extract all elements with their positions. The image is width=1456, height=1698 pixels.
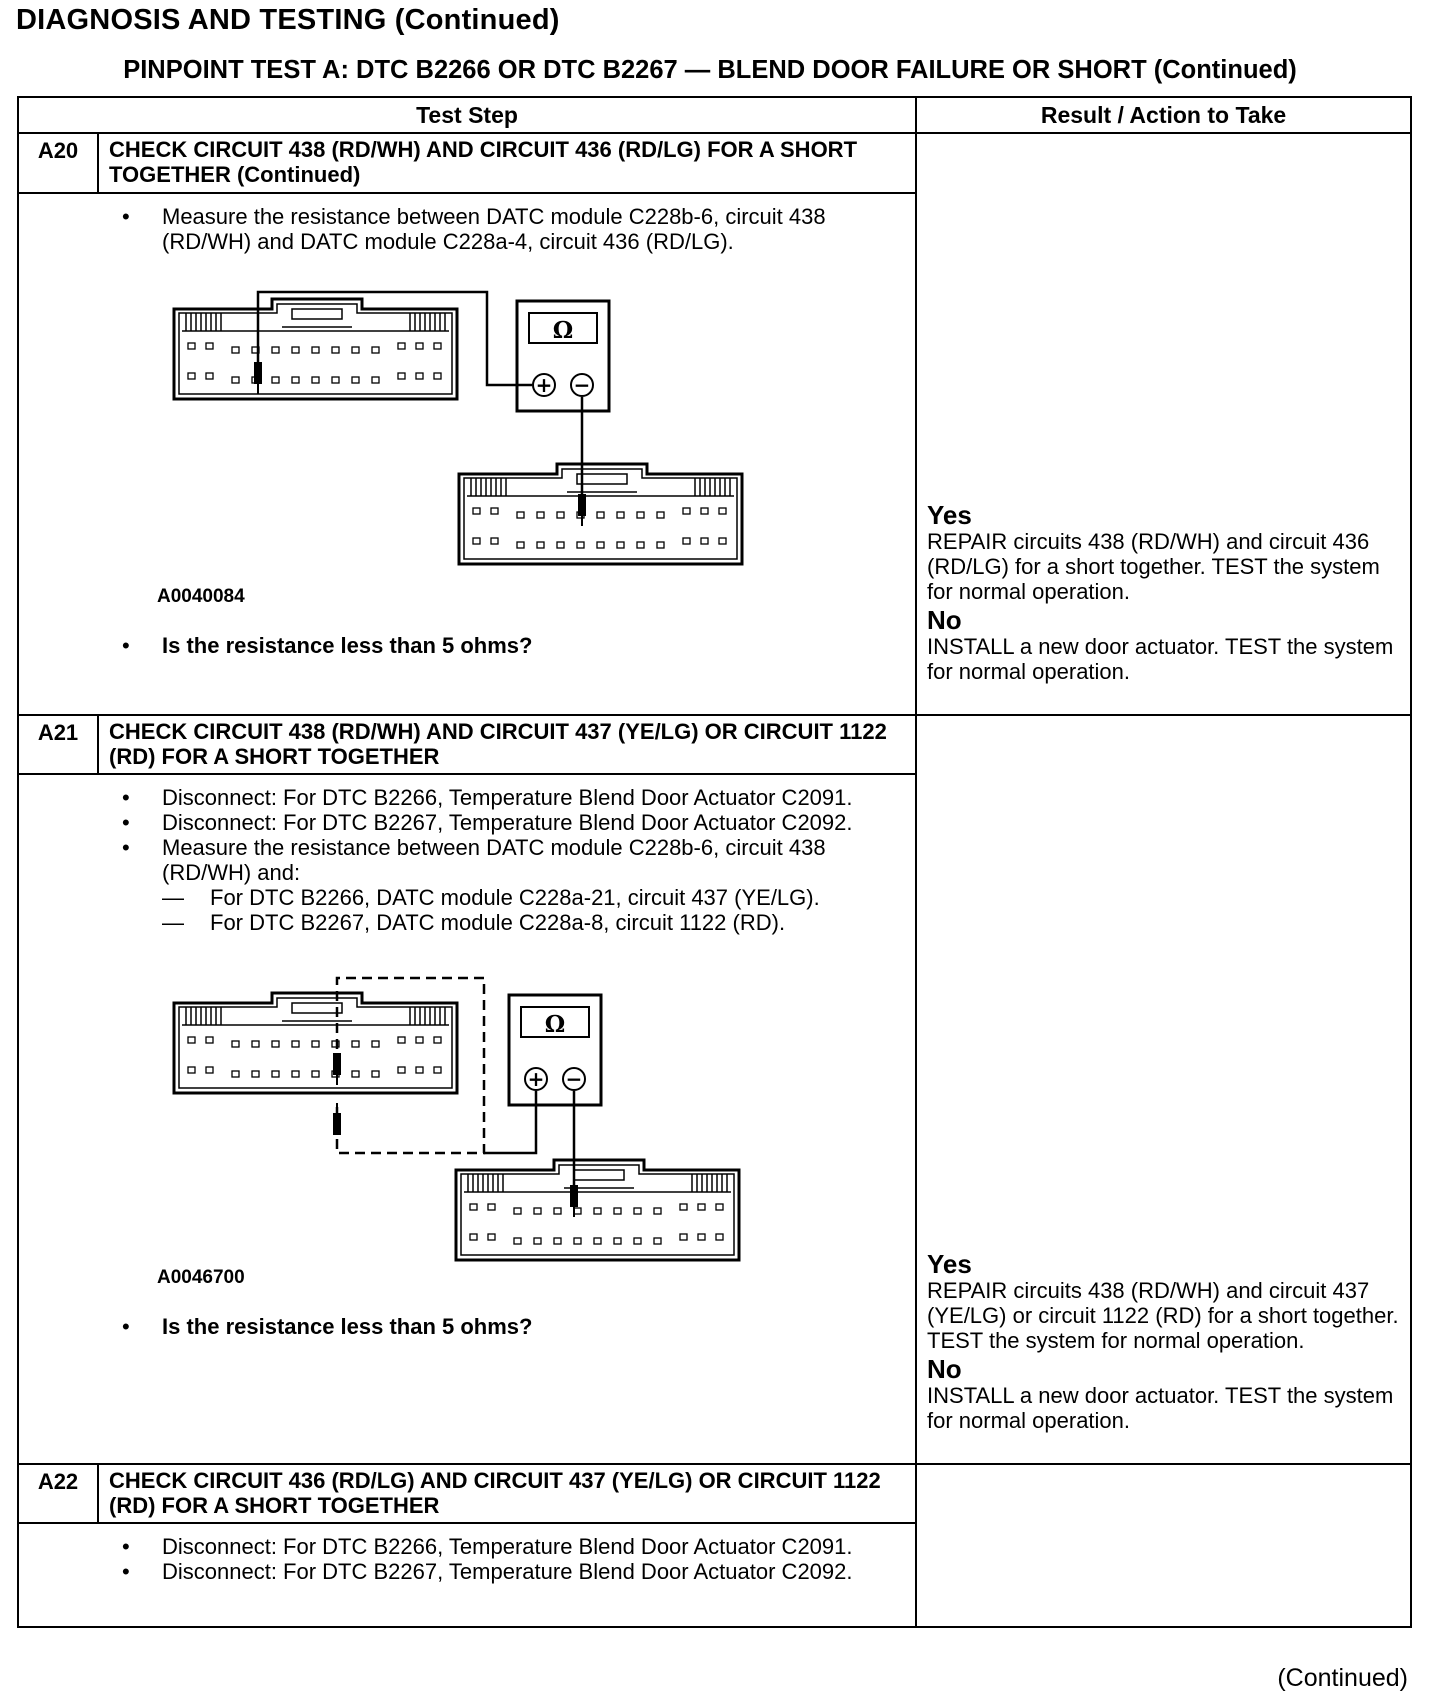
column-header-result: Result / Action to Take [916,97,1411,133]
list-item: • Disconnect: For DTC B2266, Temperature Blend Door Actuator C2091. [122,785,853,810]
step-result-cell [916,715,1411,1464]
list-item: • Is the resistance less than 5 ohms? [122,1314,533,1339]
svg-text:−: − [565,1067,583,1091]
figure-code: A0040084 [157,586,245,607]
svg-text:−: − [573,373,591,397]
page-title: DIAGNOSIS AND TESTING (Continued) [16,4,560,36]
step-title: CHECK CIRCUIT 436 (RD/LG) AND CIRCUIT 437 (YE/LG) OR CIRCUIT 1122 (RD) FOR A SHORT TOGETHER [98,1464,916,1523]
svg-text:+: + [527,1067,545,1091]
result-no-text: INSTALL a new door actuator. TEST the system for normal operation. [927,634,1394,684]
result-no-text: INSTALL a new door actuator. TEST the system for normal operation. [927,1383,1394,1433]
result-yes-text: REPAIR circuits 438 (RD/WH) and circuit 436 (RD/LG) for a short together. TEST the system for normal operation. [927,529,1380,604]
connector-c228a [456,1160,739,1260]
step-title: CHECK CIRCUIT 438 (RD/WH) AND CIRCUIT 437 (YE/LG) OR CIRCUIT 1122 (RD) FOR A SHORT TOGETHER [98,715,916,774]
sub-item: — For DTC B2266, DATC module C228a-21, circuit 437 (YE/LG). [162,885,820,910]
result-yes-label: Yes [927,1249,972,1279]
ohm-symbol: Ω [552,317,574,344]
connector-c228b [174,993,457,1093]
result-yes-text: REPAIR circuits 438 (RD/WH) and circuit 437 (YE/LG) or circuit 1122 (RD) for a short together. TEST the system for normal operation. [927,1278,1399,1353]
pinpoint-test-table [17,96,1412,1628]
column-header-test-step: Test Step [18,97,916,133]
connector-c228b [174,299,457,399]
figure-code: A0046700 [157,1267,245,1288]
sub-item: — For DTC B2267, DATC module C228a-8, circuit 1122 (RD). [162,910,786,935]
step-body [18,193,916,715]
step-id: A21 [18,715,98,774]
list-item: • Disconnect: For DTC B2266, Temperature Blend Door Actuator C2091. [122,1534,853,1559]
step-id: A22 [18,1464,98,1523]
result-no-label: No [927,1354,962,1384]
continued-note: (Continued) [1277,1664,1408,1692]
list-item: • Is the resistance less than 5 ohms? [122,633,533,658]
list-item: • Disconnect: For DTC B2267, Temperature Blend Door Actuator C2092. [122,810,853,835]
svg-text:+: + [535,373,553,397]
list-item: • Measure the resistance between DATC module C228b-6, circuit 438 (RD/WH) and DATC module C228a-4, circuit 436 (RD/LG). [122,204,826,254]
step-result-cell [916,1464,1411,1627]
connector-c228a [459,464,742,564]
ohm-symbol: Ω [544,1011,566,1038]
step-result-cell [916,133,1411,715]
pinpoint-test-title: PINPOINT TEST A: DTC B2266 OR DTC B2267 — BLEND DOOR FAILURE OR SHORT (Continued) [123,56,1297,84]
result-yes-label: Yes [927,500,972,530]
step-body [18,774,916,1464]
wiring-diagram [27,254,827,614]
list-item: • Measure the resistance between DATC module C228b-6, circuit 438 (RD/WH) and: [122,835,826,885]
step-body [18,1523,916,1627]
ohmmeter [509,995,601,1105]
result-no-label: No [927,605,962,635]
step-title: CHECK CIRCUIT 438 (RD/WH) AND CIRCUIT 436 (RD/LG) FOR A SHORT TOGETHER (Continued) [98,133,916,193]
list-item: • Disconnect: For DTC B2267, Temperature Blend Door Actuator C2092. [122,1559,853,1584]
wiring-diagram [27,935,827,1305]
ohmmeter [517,301,609,411]
step-id: A20 [18,133,98,193]
